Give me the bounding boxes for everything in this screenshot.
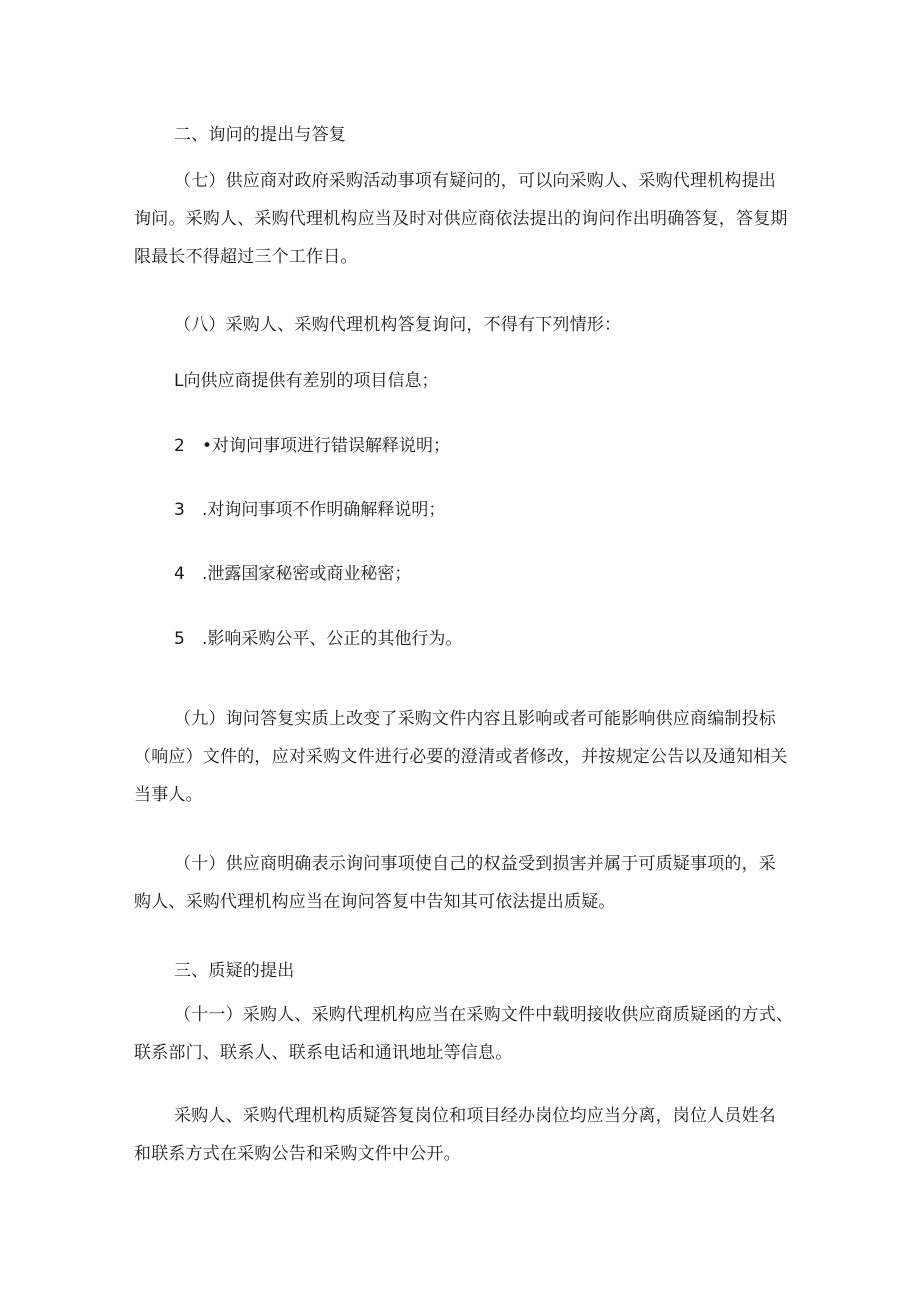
paragraph-line: 询问。采购人、采购代理机构应当及时对供应商依法提出的询问作出明确答复，答复期 bbox=[134, 209, 788, 229]
paragraph-line: 限最长不得超过三个工作日。 bbox=[134, 247, 358, 267]
paragraph-8 bbox=[134, 306, 822, 344]
list-item bbox=[174, 498, 445, 522]
list-item-text: .对询问事项不作明确解释说明； bbox=[202, 500, 446, 520]
list-item-text: .影响采购公平、公正的其他行为。 bbox=[202, 629, 463, 649]
list-item-text: L向供应商提供有差别的项目信息； bbox=[174, 371, 439, 391]
paragraph-line: （九）询问答复实质上改变了采购文件内容且影响或者可能影响供应商编制投标 bbox=[174, 709, 776, 729]
paragraph-12 bbox=[134, 1097, 782, 1173]
paragraph-11 bbox=[134, 996, 794, 1072]
paragraph-line: 购人、采购代理机构应当在询问答复中告知其可依法提出质疑。 bbox=[134, 892, 616, 912]
paragraph-7 bbox=[134, 162, 788, 276]
paragraph-line: 当事人。 bbox=[134, 785, 203, 805]
paragraph-10 bbox=[134, 845, 782, 921]
paragraph-line: （响应）文件的，应对采购文件进行必要的澄清或者修改，并按规定公告以及通知相关 bbox=[134, 747, 788, 767]
list-item-number: 4 bbox=[174, 564, 185, 584]
paragraph-line: （七）供应商对政府采购活动事项有疑问的，可以向采购人、采购代理机构提出 bbox=[174, 171, 776, 191]
paragraph-9 bbox=[134, 700, 788, 814]
paragraph-line: （十一）采购人、采购代理机构应当在采购文件中载明接收供应商质疑函的方式、 bbox=[174, 1005, 794, 1025]
list-item bbox=[174, 562, 411, 586]
paragraph-line: （十）供应商明确表示询问事项使自己的权益受到损害并属于可质疑事项的，采 bbox=[174, 854, 776, 874]
list-item-number: 2 bbox=[174, 436, 185, 456]
paragraph-line: 联系部门、联系人、联系电话和通讯地址等信息。 bbox=[134, 1043, 513, 1063]
paragraph-line: 和联系方式在采购公告和采购文件中公开。 bbox=[134, 1144, 461, 1164]
heading-text: 三、质疑的提出 bbox=[174, 961, 295, 981]
list-item-number: 5 bbox=[174, 629, 185, 649]
section-heading-3 bbox=[134, 952, 822, 990]
list-item bbox=[174, 627, 462, 651]
list-item-text: •对询问事项进行错误解释说明； bbox=[202, 436, 451, 456]
section-heading-2 bbox=[134, 116, 822, 154]
list-item bbox=[174, 434, 450, 458]
paragraph-line: 采购人、采购代理机构质疑答复岗位和项目经办岗位均应当分离，岗位人员姓名 bbox=[174, 1106, 776, 1126]
heading-text: 二、询问的提出与答复 bbox=[174, 125, 346, 145]
paragraph-line: （八）采购人、采购代理机构答复询问，不得有下列情形： bbox=[174, 315, 622, 335]
list-item-text: .泄露国家秘密或商业秘密； bbox=[202, 564, 412, 584]
list-item-number: 3 bbox=[174, 500, 185, 520]
list-item bbox=[174, 369, 438, 393]
